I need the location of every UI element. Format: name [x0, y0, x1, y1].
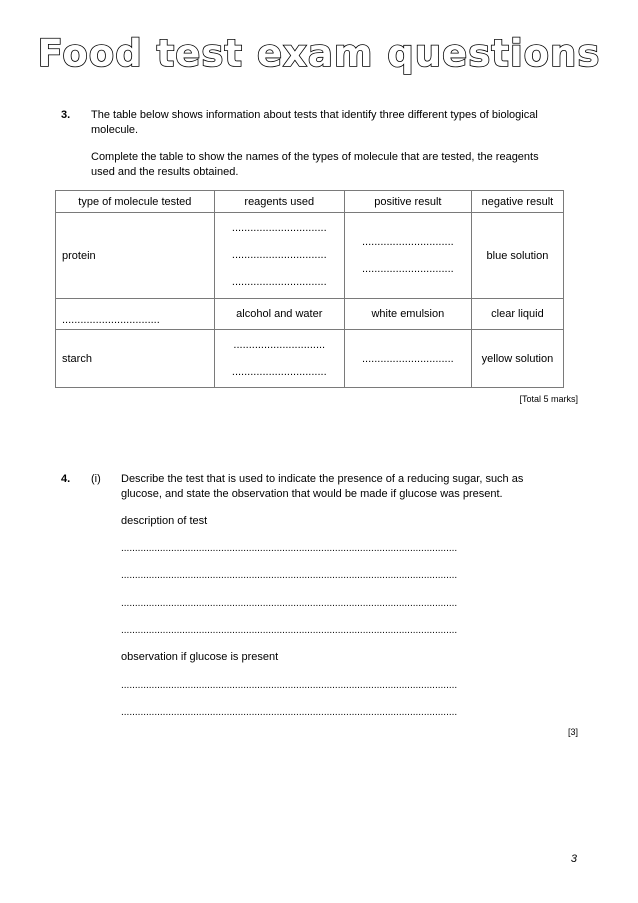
question-4-part: (i) — [91, 473, 101, 485]
question-4-line-1: Describe the test that is used to indicate the presence of a reducing sugar, such as — [121, 473, 524, 485]
answer-blank[interactable]: .............................. — [233, 338, 326, 351]
lipid-negative: clear liquid — [471, 299, 563, 330]
header-positive: positive result — [344, 191, 471, 213]
question-4-number: 4. — [61, 473, 71, 485]
table-row-protein — [56, 213, 564, 299]
answer-blank[interactable]: ............................... — [231, 249, 327, 261]
protein-molecule: protein — [56, 213, 215, 299]
answer-line[interactable]: ......................................................................................................................... — [121, 625, 458, 636]
page-number: 3 — [570, 853, 577, 865]
answer-blank[interactable]: ............................... — [231, 222, 327, 234]
starch-reagents-cell — [214, 330, 344, 388]
observation-label: observation if glucose is present — [121, 651, 279, 663]
answer-line[interactable]: ......................................................................................................................... — [121, 680, 458, 691]
protein-reagents-cell — [214, 213, 344, 299]
question-3-intro-line-2: molecule. — [91, 124, 139, 136]
header-negative: negative result — [471, 191, 563, 213]
question-3-intro-line-1: The table below shows information about tests that identify three different types of biological — [91, 109, 538, 121]
lipid-reagent: alcohol and water — [214, 299, 344, 330]
food-test-table — [55, 190, 564, 388]
header-molecule: type of molecule tested — [56, 191, 215, 213]
question-4-line-2: glucose, and state the observation that would be made if glucose was present. — [121, 488, 503, 500]
answer-line[interactable]: ......................................................................................................................... — [121, 543, 458, 554]
protein-positive-cell — [344, 213, 471, 299]
lipid-molecule-blank[interactable]: ................................ — [56, 299, 215, 330]
answer-line[interactable]: ......................................................................................................................... — [121, 707, 458, 718]
starch-positive-blank[interactable]: .............................. — [344, 330, 471, 388]
description-label: description of test — [121, 515, 208, 527]
answer-blank[interactable]: ............................... — [231, 365, 327, 378]
lipid-positive: white emulsion — [344, 299, 471, 330]
question-3-instruction-line-1: Complete the table to show the names of the types of molecule that are tested, the reagents — [91, 151, 539, 163]
table-header-row — [56, 191, 564, 213]
answer-blank[interactable]: .............................. — [362, 262, 454, 275]
header-reagents: reagents used — [214, 191, 344, 213]
question-3-number: 3. — [61, 109, 71, 121]
starch-molecule: starch — [56, 330, 215, 388]
table-row-starch — [56, 330, 564, 388]
table-row-lipid — [56, 299, 564, 330]
answer-blank[interactable]: .............................. — [362, 235, 454, 248]
question-3-marks: [Total 5 marks] — [519, 394, 578, 404]
question-3-instruction-line-2: used and the results obtained. — [91, 166, 239, 178]
answer-line[interactable]: ......................................................................................................................... — [121, 570, 458, 581]
protein-negative: blue solution — [471, 213, 563, 299]
answer-blank[interactable]: ............................... — [231, 276, 327, 288]
answer-line[interactable]: ......................................................................................................................... — [121, 598, 458, 609]
page-title: Food test exam questions — [37, 32, 601, 75]
question-4-marks: [3] — [567, 727, 578, 737]
starch-negative: yellow solution — [471, 330, 563, 388]
